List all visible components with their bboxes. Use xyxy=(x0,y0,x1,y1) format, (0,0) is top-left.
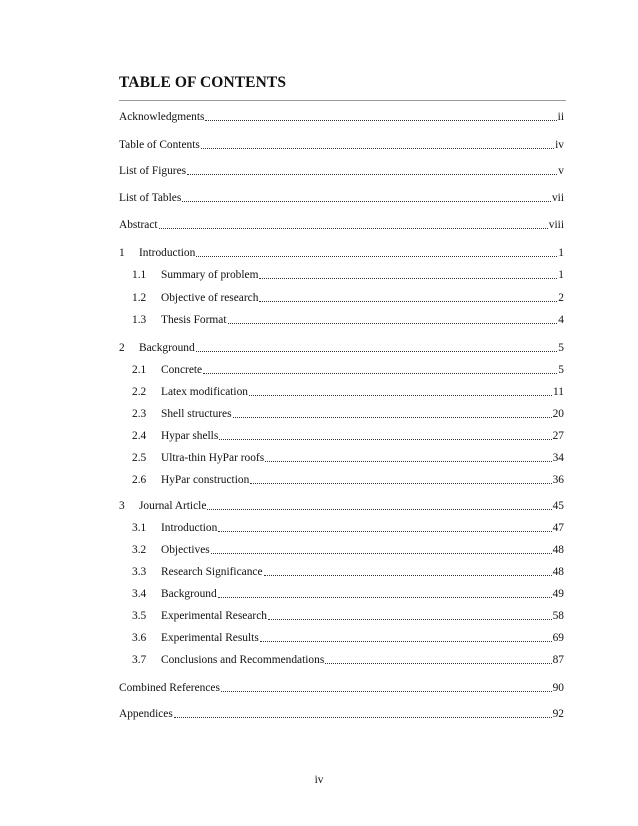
toc-entry[interactable] xyxy=(132,427,564,443)
dot-leader xyxy=(219,439,551,440)
toc-entry-page: iv xyxy=(555,139,564,151)
toc-entry-number: 3.4 xyxy=(132,588,147,600)
toc-entry[interactable] xyxy=(119,216,564,232)
dot-leader xyxy=(259,301,557,302)
dot-leader xyxy=(218,597,552,598)
toc-entry-label: Shell structures xyxy=(161,408,232,420)
toc-entry-number: 1 xyxy=(119,247,125,259)
toc-entry-label: Ultra-thin HyPar roofs xyxy=(161,452,265,464)
toc-entry-number: 2.5 xyxy=(132,452,147,464)
dot-leader xyxy=(203,373,557,374)
toc-entry-page: viii xyxy=(548,219,564,231)
dot-leader xyxy=(187,174,557,175)
toc-entry-number: 3.3 xyxy=(132,566,147,578)
toc-entry[interactable] xyxy=(132,629,564,645)
toc-entry-page: 34 xyxy=(552,452,564,464)
toc-entry-label: Hypar shells xyxy=(161,430,219,442)
toc-entry-label: Objective of research xyxy=(161,292,259,304)
dot-leader xyxy=(265,461,551,462)
dot-leader xyxy=(228,323,558,324)
dot-leader xyxy=(250,483,551,484)
toc-entry-page: 36 xyxy=(552,474,564,486)
toc-entry-page: 1 xyxy=(558,247,564,259)
toc-entry[interactable] xyxy=(132,383,564,399)
toc-entry[interactable] xyxy=(132,289,564,305)
toc-entry[interactable] xyxy=(132,563,564,579)
toc-entry-number: 3.1 xyxy=(132,522,147,534)
dot-leader xyxy=(268,619,552,620)
toc-entry-label: Experimental Results xyxy=(161,632,259,644)
toc-entry-page: 5 xyxy=(558,364,564,376)
toc-entry[interactable] xyxy=(132,651,564,667)
toc-entry-label: Experimental Research xyxy=(161,610,267,622)
toc-entry-page: 2 xyxy=(558,292,564,304)
toc-entry-label: Objectives xyxy=(161,544,210,556)
toc-entry-label: Table of Contents xyxy=(119,139,200,151)
dot-leader xyxy=(201,148,554,149)
toc-entry[interactable] xyxy=(119,705,564,721)
toc-entry-label: Latex modification xyxy=(161,386,248,398)
toc-entry-page: 11 xyxy=(553,386,564,398)
toc-entry[interactable] xyxy=(119,108,564,124)
toc-heading: TABLE OF CONTENTS xyxy=(119,74,287,91)
toc-entry-number: 2.3 xyxy=(132,408,147,420)
dot-leader xyxy=(174,717,552,718)
toc-entry[interactable] xyxy=(132,607,564,623)
dot-leader xyxy=(221,691,552,692)
dot-leader xyxy=(259,278,557,279)
dot-leader xyxy=(182,201,551,202)
dot-leader xyxy=(207,509,551,510)
toc-entry-number: 3.5 xyxy=(132,610,147,622)
dot-leader xyxy=(159,228,548,229)
toc-entry-label: Summary of problem xyxy=(161,269,259,281)
toc-entry-page: 48 xyxy=(552,566,564,578)
toc-entry-page: 1 xyxy=(558,269,564,281)
toc-entry-page: 69 xyxy=(552,632,564,644)
toc-entry[interactable] xyxy=(132,405,564,421)
toc-entry-label: Thesis Format xyxy=(161,314,227,326)
toc-entry-number: 3.6 xyxy=(132,632,147,644)
toc-entry-page: v xyxy=(558,165,564,177)
toc-entry-label: Introduction xyxy=(139,247,196,259)
toc-entry[interactable] xyxy=(119,136,564,152)
toc-entry[interactable] xyxy=(119,679,564,695)
toc-entry-number: 1.2 xyxy=(132,292,147,304)
page-number: iv xyxy=(314,774,324,786)
toc-entry[interactable] xyxy=(132,519,564,535)
toc-entry-page: ii xyxy=(557,111,564,123)
toc-entry-page: 92 xyxy=(552,708,564,720)
toc-entry[interactable] xyxy=(132,585,564,601)
toc-entry-page: 87 xyxy=(552,654,564,666)
toc-entry-label: Research Significance xyxy=(161,566,263,578)
dot-leader xyxy=(264,575,552,576)
toc-entry-number: 2.1 xyxy=(132,364,147,376)
dot-leader xyxy=(249,395,552,396)
toc-entry-page: 27 xyxy=(552,430,564,442)
toc-entry[interactable] xyxy=(132,449,564,465)
toc-entry-label: Combined References xyxy=(119,682,220,694)
toc-entry-number: 3.7 xyxy=(132,654,147,666)
toc-entry-page: 4 xyxy=(558,314,564,326)
toc-entry[interactable] xyxy=(119,497,564,513)
toc-entry-number: 2 xyxy=(119,342,125,354)
toc-entry[interactable] xyxy=(119,339,564,355)
toc-entry-page: 45 xyxy=(552,500,564,512)
toc-entry-label: Conclusions and Recommendations xyxy=(161,654,325,666)
toc-entry-label: List of Tables xyxy=(119,192,182,204)
toc-entry-label: Introduction xyxy=(161,522,218,534)
toc-entry-label: Journal Article xyxy=(139,500,207,512)
toc-entry-page: 90 xyxy=(552,682,564,694)
dot-leader xyxy=(196,256,557,257)
toc-entry-label: Concrete xyxy=(161,364,203,376)
toc-entry[interactable] xyxy=(132,361,564,377)
toc-entry-label: List of Figures xyxy=(119,165,187,177)
dot-leader xyxy=(205,120,556,121)
toc-entry[interactable] xyxy=(132,266,564,282)
toc-entry[interactable] xyxy=(132,471,564,487)
toc-entry-page: 48 xyxy=(552,544,564,556)
dot-leader xyxy=(211,553,552,554)
toc-entry-page: 47 xyxy=(552,522,564,534)
toc-entry-label: Background xyxy=(161,588,217,600)
toc-entry-number: 1.3 xyxy=(132,314,147,326)
toc-entry-number: 2.2 xyxy=(132,386,147,398)
toc-entry-number: 3.2 xyxy=(132,544,147,556)
dot-leader xyxy=(196,351,558,352)
toc-entry[interactable] xyxy=(132,541,564,557)
toc-entry-label: HyPar construction xyxy=(161,474,250,486)
dot-leader xyxy=(233,417,552,418)
toc-entry-number: 2.6 xyxy=(132,474,147,486)
dot-leader xyxy=(260,641,552,642)
toc-entry-page: 49 xyxy=(552,588,564,600)
toc-entry-page: 20 xyxy=(552,408,564,420)
toc-entry-page: 58 xyxy=(552,610,564,622)
toc-entry-number: 2.4 xyxy=(132,430,147,442)
toc-entry[interactable] xyxy=(119,162,564,178)
toc-entry-label: Background xyxy=(139,342,195,354)
dot-leader xyxy=(218,531,551,532)
toc-entry-label: Appendices xyxy=(119,708,173,720)
toc-entry-page: vii xyxy=(551,192,564,204)
toc-entry-page: 5 xyxy=(558,342,564,354)
toc-entry[interactable] xyxy=(119,244,564,260)
toc-entry-label: Acknowledgments xyxy=(119,111,205,123)
dot-leader xyxy=(325,663,551,664)
toc-entry[interactable] xyxy=(132,311,564,327)
toc-entry-number: 3 xyxy=(119,500,125,512)
toc-entry-label: Abstract xyxy=(119,219,158,231)
toc-entry-number: 1.1 xyxy=(132,269,147,281)
toc-entry[interactable] xyxy=(119,189,564,205)
heading-rule xyxy=(119,100,566,101)
